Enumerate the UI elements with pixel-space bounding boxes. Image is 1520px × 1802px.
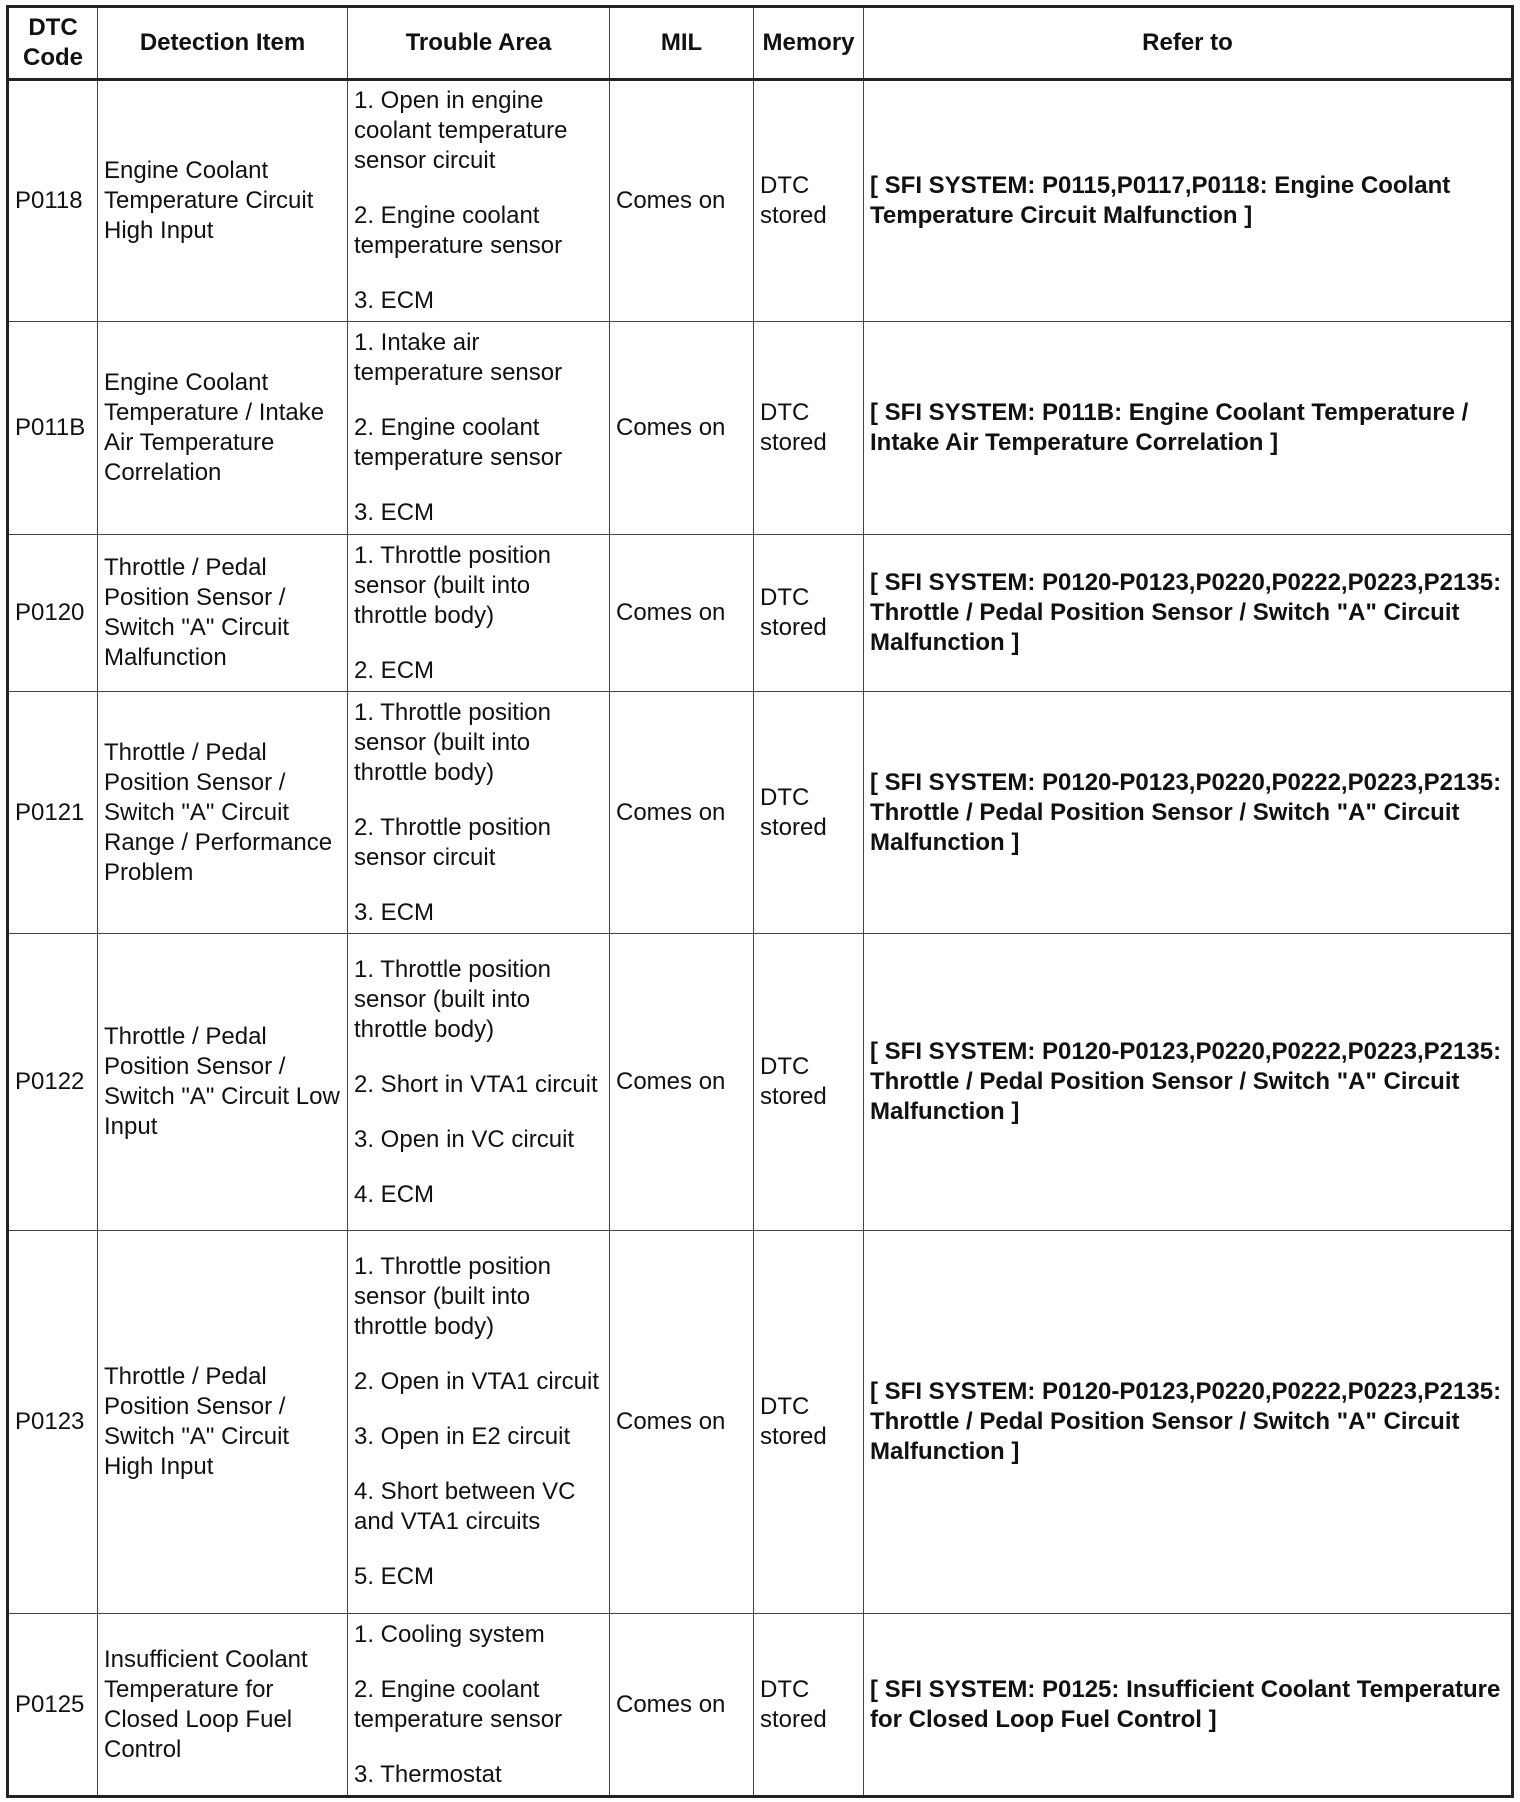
refer-to-link[interactable]: [ SFI SYSTEM: P0115,P0117,P0118: Engine Coolant Temperature Circuit Malfunction ] xyxy=(864,80,1513,322)
trouble-area-cell xyxy=(348,535,610,692)
header-detection-item: Detection Item xyxy=(98,7,348,80)
trouble-area-item: 4. Short between VC and VTA1 circuits xyxy=(354,1478,576,1535)
refer-to-link[interactable]: [ SFI SYSTEM: P0120-P0123,P0220,P0222,P0223,P2135: Throttle / Pedal Position Sensor / Switch "A" Circuit Malfunction ] xyxy=(864,934,1513,1231)
refer-to-link[interactable]: [ SFI SYSTEM: P011B: Engine Coolant Temperature / Intake Air Temperature Correlation ] xyxy=(864,322,1513,535)
header-memory: Memory xyxy=(754,7,864,80)
dtc-code-cell: P0120 xyxy=(8,535,98,692)
detection-item-cell: Throttle / Pedal Position Sensor / Switch "A" Circuit High Input xyxy=(98,1231,348,1614)
table-row xyxy=(8,934,1513,1231)
mil-cell: Comes on xyxy=(610,1614,754,1797)
memory-cell: DTC stored xyxy=(754,934,864,1231)
dtc-table xyxy=(6,5,1514,1798)
dtc-code-cell: P0121 xyxy=(8,692,98,934)
header-dtc-code: DTC Code xyxy=(8,7,98,80)
table-row xyxy=(8,1231,1513,1614)
dtc-document xyxy=(6,5,1514,1798)
memory-cell: DTC stored xyxy=(754,80,864,322)
dtc-code-cell: P0118 xyxy=(8,80,98,322)
trouble-area-cell xyxy=(348,80,610,322)
table-row xyxy=(8,80,1513,322)
trouble-area-item: 2. Throttle position sensor circuit xyxy=(354,813,552,871)
header-refer-to: Refer to xyxy=(864,7,1513,80)
refer-to-link[interactable]: [ SFI SYSTEM: P0120-P0123,P0220,P0222,P0223,P2135: Throttle / Pedal Position Sensor / Switch "A" Circuit Malfunction ] xyxy=(864,1231,1513,1614)
memory-cell: DTC stored xyxy=(754,1614,864,1797)
dtc-code-cell: P011B xyxy=(8,322,98,535)
trouble-area-item: 3. ECM xyxy=(354,287,435,314)
trouble-area-item: 1. Intake air temperature sensor xyxy=(354,329,563,386)
table-row xyxy=(8,692,1513,934)
table-row xyxy=(8,322,1513,535)
trouble-area-item: 3. Open in E2 circuit xyxy=(354,1423,571,1450)
header-trouble-area: Trouble Area xyxy=(348,7,610,80)
trouble-area-item: 1. Throttle position sensor (built into throttle body) xyxy=(354,1253,552,1340)
dtc-code-cell: P0125 xyxy=(8,1614,98,1797)
detection-item-cell: Engine Coolant Temperature Circuit High Input xyxy=(98,80,348,322)
trouble-area-cell xyxy=(348,1614,610,1797)
mil-cell: Comes on xyxy=(610,934,754,1231)
trouble-area-item: 3. Open in VC circuit xyxy=(354,1125,575,1153)
trouble-area-cell xyxy=(348,692,610,934)
trouble-area-item: 2. ECM xyxy=(354,656,435,684)
mil-cell: Comes on xyxy=(610,535,754,692)
trouble-area-item: 5. ECM xyxy=(354,1563,435,1590)
refer-to-link[interactable]: [ SFI SYSTEM: P0125: Insufficient Coolant Temperature for Closed Loop Fuel Control ] xyxy=(864,1614,1513,1797)
mil-cell: Comes on xyxy=(610,80,754,322)
trouble-area-item: 2. Short in VTA1 circuit xyxy=(354,1070,598,1098)
detection-item-cell: Throttle / Pedal Position Sensor / Switch "A" Circuit Range / Performance Problem xyxy=(98,692,348,934)
trouble-area-item: 2. Engine coolant temperature sensor xyxy=(354,202,563,259)
memory-cell: DTC stored xyxy=(754,322,864,535)
memory-cell: DTC stored xyxy=(754,1231,864,1614)
detection-item-cell: Throttle / Pedal Position Sensor / Switch "A" Circuit Malfunction xyxy=(98,535,348,692)
trouble-area-item: 2. Open in VTA1 circuit xyxy=(354,1368,599,1395)
refer-to-link[interactable]: [ SFI SYSTEM: P0120-P0123,P0220,P0222,P0223,P2135: Throttle / Pedal Position Sensor / Switch "A" Circuit Malfunction ] xyxy=(864,535,1513,692)
table-row xyxy=(8,1614,1513,1797)
trouble-area-item: 2. Engine coolant temperature sensor xyxy=(354,1675,563,1733)
memory-cell: DTC stored xyxy=(754,535,864,692)
dtc-code-cell: P0123 xyxy=(8,1231,98,1614)
dtc-code-cell: P0122 xyxy=(8,934,98,1231)
trouble-area-cell xyxy=(348,322,610,535)
trouble-area-item: 1. Throttle position sensor (built into throttle body) xyxy=(354,698,552,786)
trouble-area-item: 3. ECM xyxy=(354,898,435,926)
table-row xyxy=(8,535,1513,692)
detection-item-cell: Insufficient Coolant Temperature for Closed Loop Fuel Control xyxy=(98,1614,348,1797)
trouble-area-item: 1. Cooling system xyxy=(354,1620,545,1648)
header-mil: MIL xyxy=(610,7,754,80)
detection-item-cell: Throttle / Pedal Position Sensor / Switch "A" Circuit Low Input xyxy=(98,934,348,1231)
trouble-area-item: 3. ECM xyxy=(354,499,435,526)
mil-cell: Comes on xyxy=(610,322,754,535)
trouble-area-item: 1. Throttle position sensor (built into throttle body) xyxy=(354,541,552,629)
mil-cell: Comes on xyxy=(610,692,754,934)
memory-cell: DTC stored xyxy=(754,692,864,934)
trouble-area-item: 1. Throttle position sensor (built into throttle body) xyxy=(354,955,552,1043)
trouble-area-item: 2. Engine coolant temperature sensor xyxy=(354,414,563,471)
trouble-area-cell xyxy=(348,934,610,1231)
trouble-area-item: 1. Open in engine coolant temperature sensor circuit xyxy=(354,87,568,174)
trouble-area-item: 3. Thermostat xyxy=(354,1760,502,1788)
refer-to-link[interactable]: [ SFI SYSTEM: P0120-P0123,P0220,P0222,P0223,P2135: Throttle / Pedal Position Sensor / Switch "A" Circuit Malfunction ] xyxy=(864,692,1513,934)
detection-item-cell: Engine Coolant Temperature / Intake Air Temperature Correlation xyxy=(98,322,348,535)
trouble-area-item: 4. ECM xyxy=(354,1180,435,1208)
trouble-area-cell xyxy=(348,1231,610,1614)
mil-cell: Comes on xyxy=(610,1231,754,1614)
header-row xyxy=(8,7,1513,80)
